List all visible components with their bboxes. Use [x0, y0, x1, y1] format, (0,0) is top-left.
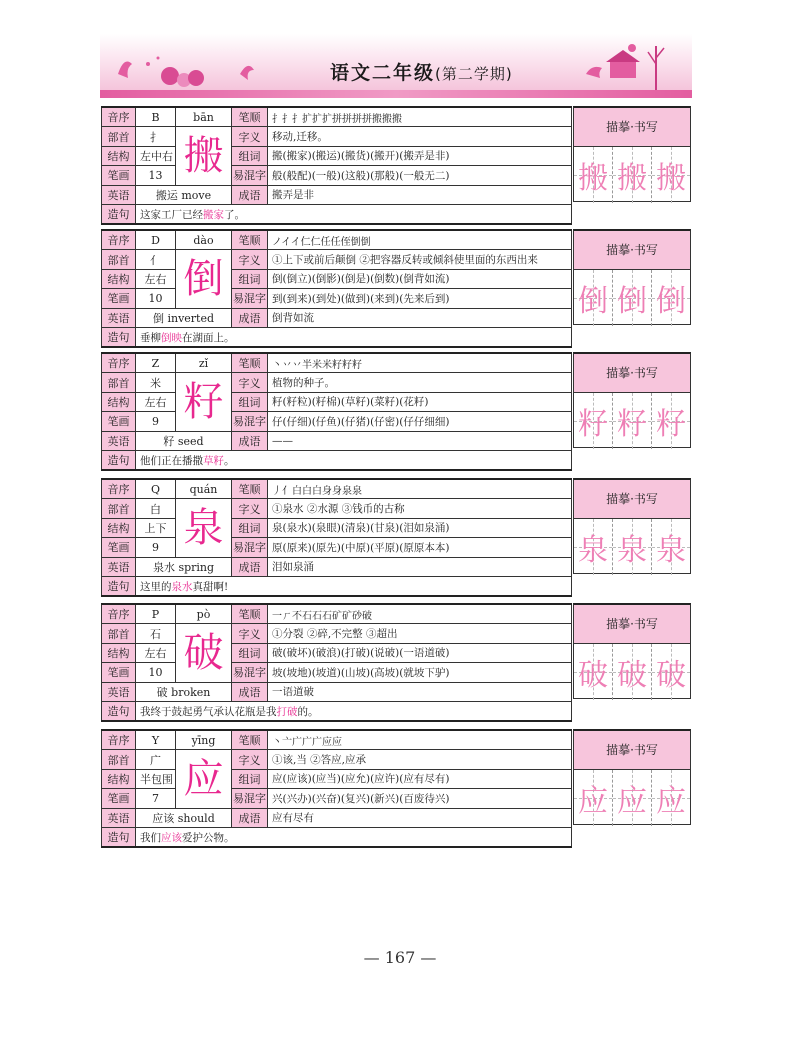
practice-box [573, 478, 691, 574]
label-confusable: 易混字 [232, 663, 268, 682]
label-radical: 部首 [102, 624, 136, 643]
pinyin-value: yīng [176, 730, 232, 750]
practice-cell[interactable] [574, 393, 613, 449]
label-meaning: 字义 [232, 373, 268, 392]
pinyin-value: quán [176, 479, 232, 499]
confusable-value: 般(般配)(一般)(这般)(那般)(一般无二) [268, 166, 572, 185]
sentence-value [136, 204, 572, 224]
words-value: 倒(倒立)(倒影)(倒是)(倒数)(倒背如流) [268, 269, 572, 288]
words-value: 泉(泉水)(泉眼)(清泉)(甘泉)(泪如泉涌) [268, 518, 572, 537]
label-english: 英语 [102, 808, 136, 827]
pinyin-value: pò [176, 604, 232, 624]
meaning-value: ①该,当 ②答应,应承 [268, 750, 572, 769]
practice-title: 描摹·书写 [574, 731, 690, 770]
radical-value: 白 [136, 499, 176, 518]
label-radical: 部首 [102, 373, 136, 392]
practice-cell[interactable] [613, 147, 652, 203]
words-value: 破(破坏)(破浪)(打破)(说破)(一语道破) [268, 643, 572, 662]
stroke-count-value: 9 [136, 538, 176, 557]
confusable-value: 原(原来)(原先)(中原)(平原)(原原本本) [268, 538, 572, 557]
label-radical: 部首 [102, 750, 136, 769]
practice-cell[interactable] [613, 393, 652, 449]
page-title: 语文二年级(第二学期) [330, 62, 513, 84]
practice-cell[interactable] [574, 770, 613, 826]
label-meaning: 字义 [232, 750, 268, 769]
label-sequence: 音序 [102, 730, 136, 750]
trace-character: 泉 [656, 533, 686, 568]
practice-box [573, 352, 691, 448]
trace-character: 应 [656, 784, 686, 819]
trace-character: 籽 [578, 407, 608, 442]
trace-character: 应 [578, 784, 608, 819]
sentence-post: 了。 [224, 208, 245, 221]
sentence-pre: 垂柳 [140, 331, 161, 344]
sentence-pre: 这里的 [140, 580, 172, 593]
label-sentence: 造句 [102, 204, 136, 224]
sentence-value [136, 576, 572, 596]
character-table [101, 106, 572, 225]
pinyin-value: bān [176, 107, 232, 127]
label-words: 组词 [232, 769, 268, 788]
label-sentence: 造句 [102, 576, 136, 596]
label-idiom: 成语 [232, 557, 268, 576]
label-sequence: 音序 [102, 353, 136, 373]
sentence-pre: 我终于鼓起勇气承认花瓶是我 [140, 705, 277, 718]
practice-grid [574, 270, 690, 326]
letter-value: D [136, 230, 176, 250]
character-card [101, 352, 691, 469]
practice-grid [574, 770, 690, 826]
label-words: 组词 [232, 643, 268, 662]
practice-cell[interactable] [574, 147, 613, 203]
character-card [101, 229, 691, 346]
label-idiom: 成语 [232, 308, 268, 327]
trace-character: 籽 [617, 407, 647, 442]
letter-value: Z [136, 353, 176, 373]
label-stroke-order: 笔顺 [232, 107, 268, 127]
label-idiom: 成语 [232, 185, 268, 204]
words-value: 籽(籽粒)(籽棉)(草籽)(菜籽)(花籽) [268, 392, 572, 411]
practice-box [573, 229, 691, 325]
practice-cell[interactable] [652, 147, 690, 203]
trace-character: 破 [578, 658, 608, 693]
label-structure: 结构 [102, 643, 136, 662]
structure-value: 左中右 [136, 146, 176, 165]
stroke-count-value: 10 [136, 289, 176, 308]
main-character: 籽 [176, 373, 232, 431]
character-table [101, 478, 572, 597]
label-confusable: 易混字 [232, 538, 268, 557]
sentence-highlight: 草籽 [203, 454, 224, 467]
practice-grid [574, 147, 690, 203]
trace-character: 破 [656, 658, 686, 693]
character-table [101, 229, 572, 348]
meaning-value: 移动,迁移。 [268, 127, 572, 146]
label-structure: 结构 [102, 392, 136, 411]
sentence-highlight: 应该 [161, 831, 182, 844]
label-confusable: 易混字 [232, 166, 268, 185]
label-confusable: 易混字 [232, 789, 268, 808]
pinyin-value: zǐ [176, 353, 232, 373]
structure-value: 上下 [136, 518, 176, 537]
practice-cell[interactable] [613, 270, 652, 326]
idiom-value: 泪如泉涌 [268, 557, 572, 576]
practice-cell[interactable] [652, 270, 690, 326]
structure-value: 左右 [136, 643, 176, 662]
label-sentence: 造句 [102, 327, 136, 347]
practice-cell[interactable] [652, 519, 690, 575]
practice-grid [574, 393, 690, 449]
sentence-value [136, 327, 572, 347]
label-english: 英语 [102, 308, 136, 327]
english-value: 搬运 move [136, 185, 232, 204]
letter-value: Q [136, 479, 176, 499]
radical-value: 米 [136, 373, 176, 392]
english-value: 倒 inverted [136, 308, 232, 327]
idiom-value: —— [268, 431, 572, 450]
trace-character: 应 [617, 784, 647, 819]
practice-cell[interactable] [652, 644, 690, 700]
label-meaning: 字义 [232, 250, 268, 269]
radical-value: 石 [136, 624, 176, 643]
label-words: 组词 [232, 269, 268, 288]
label-sentence: 造句 [102, 450, 136, 470]
label-structure: 结构 [102, 769, 136, 788]
trace-character: 倒 [578, 284, 608, 319]
label-english: 英语 [102, 431, 136, 450]
practice-cell[interactable] [574, 644, 613, 700]
practice-title: 描摹·书写 [574, 231, 690, 270]
confusable-value: 兴(兴办)(兴奋)(复兴)(新兴)(百废待兴) [268, 789, 572, 808]
label-radical: 部首 [102, 499, 136, 518]
sentence-post: 爱护公物。 [182, 831, 235, 844]
main-character: 破 [176, 624, 232, 682]
trace-character: 搬 [617, 161, 647, 196]
label-stroke-count: 笔画 [102, 663, 136, 682]
stroke-order-value: 丶丷丷半米米籽籽籽 [268, 353, 572, 373]
label-meaning: 字义 [232, 127, 268, 146]
label-stroke-order: 笔顺 [232, 730, 268, 750]
decoration-house-icon [572, 34, 692, 98]
label-stroke-order: 笔顺 [232, 604, 268, 624]
meaning-value: ①上下或前后颠倒 ②把容器反转或倾斜使里面的东西出来 [268, 250, 572, 269]
label-meaning: 字义 [232, 624, 268, 643]
trace-character: 倒 [617, 284, 647, 319]
sentence-post: 在湖面上。 [182, 331, 235, 344]
sentence-highlight: 泉水 [171, 580, 193, 593]
label-stroke-order: 笔顺 [232, 353, 268, 373]
trace-character: 搬 [578, 161, 608, 196]
radical-value: 扌 [136, 127, 176, 146]
label-words: 组词 [232, 392, 268, 411]
pinyin-value: dào [176, 230, 232, 250]
stroke-count-value: 7 [136, 789, 176, 808]
label-sentence: 造句 [102, 701, 136, 721]
sentence-pre: 他们正在播撒 [140, 454, 203, 467]
sentence-value [136, 701, 572, 721]
practice-cell[interactable] [574, 519, 613, 575]
meaning-value: 植物的种子。 [268, 373, 572, 392]
label-stroke-order: 笔顺 [232, 479, 268, 499]
label-english: 英语 [102, 682, 136, 701]
practice-title: 描摹·书写 [574, 108, 690, 147]
stroke-count-value: 13 [136, 166, 176, 185]
letter-value: B [136, 107, 176, 127]
label-idiom: 成语 [232, 682, 268, 701]
meaning-value: ①泉水 ②水源 ③钱币的古称 [268, 499, 572, 518]
label-radical: 部首 [102, 127, 136, 146]
stroke-order-value: ノイイ仁仁任任侄倒倒 [268, 230, 572, 250]
label-english: 英语 [102, 185, 136, 204]
label-confusable: 易混字 [232, 289, 268, 308]
practice-cell[interactable] [613, 644, 652, 700]
character-card [101, 106, 691, 223]
character-card [101, 603, 691, 720]
practice-box [573, 729, 691, 825]
label-words: 组词 [232, 146, 268, 165]
practice-title: 描摹·书写 [574, 480, 690, 519]
radical-value: 广 [136, 750, 176, 769]
stroke-order-value: 丿亻白白白身身泉泉 [268, 479, 572, 499]
character-table [101, 352, 572, 471]
english-value: 籽 seed [136, 431, 232, 450]
structure-value: 半包围 [136, 769, 176, 788]
structure-value: 左右 [136, 392, 176, 411]
label-sequence: 音序 [102, 479, 136, 499]
idiom-value: 应有尽有 [268, 808, 572, 827]
label-structure: 结构 [102, 518, 136, 537]
stroke-order-value: 丶亠广广广应应 [268, 730, 572, 750]
label-stroke-count: 笔画 [102, 538, 136, 557]
stroke-order-value: 一ㄏ不石石石矿矿砂破 [268, 604, 572, 624]
sentence-highlight: 搬家 [203, 208, 224, 221]
letter-value: Y [136, 730, 176, 750]
trace-character: 籽 [656, 407, 686, 442]
label-stroke-count: 笔画 [102, 789, 136, 808]
sentence-value [136, 827, 572, 847]
label-sequence: 音序 [102, 230, 136, 250]
label-radical: 部首 [102, 250, 136, 269]
label-english: 英语 [102, 557, 136, 576]
label-idiom: 成语 [232, 431, 268, 450]
sentence-post: 。 [224, 454, 235, 467]
practice-grid [574, 644, 690, 700]
letter-value: P [136, 604, 176, 624]
label-structure: 结构 [102, 269, 136, 288]
label-stroke-order: 笔顺 [232, 230, 268, 250]
label-sequence: 音序 [102, 107, 136, 127]
character-card [101, 729, 691, 846]
idiom-value: 搬弄是非 [268, 185, 572, 204]
sentence-post: 真甜啊! [192, 580, 229, 593]
practice-title: 描摹·书写 [574, 354, 690, 393]
practice-cell[interactable] [652, 770, 690, 826]
radical-value: 亻 [136, 250, 176, 269]
character-table [101, 729, 572, 848]
trace-character: 破 [617, 658, 647, 693]
main-character: 应 [176, 750, 232, 808]
label-meaning: 字义 [232, 499, 268, 518]
page-number: — 167 — [363, 948, 437, 967]
confusable-value: 坡(坡地)(坡道)(山坡)(高坡)(就坡下驴) [268, 663, 572, 682]
main-character: 倒 [176, 250, 232, 308]
stroke-order-value: 扌扌扌扩扩扩拼拼拼拼搬搬搬 [268, 107, 572, 127]
confusable-value: 到(到来)(到处)(做到)(来到)(先来后到) [268, 289, 572, 308]
trace-character: 倒 [656, 284, 686, 319]
sentence-highlight: 倒映 [161, 331, 182, 344]
main-character: 搬 [176, 127, 232, 185]
label-words: 组词 [232, 518, 268, 537]
page-subtitle: (第二学期) [435, 65, 513, 83]
character-table [101, 603, 572, 722]
structure-value: 左右 [136, 269, 176, 288]
label-structure: 结构 [102, 146, 136, 165]
label-confusable: 易混字 [232, 412, 268, 431]
label-stroke-count: 笔画 [102, 412, 136, 431]
confusable-value: 仔(仔细)(仔鱼)(仔猪)(仔密)(仔仔细细) [268, 412, 572, 431]
sentence-highlight: 打破 [276, 705, 298, 718]
sentence-post: 的。 [297, 705, 319, 718]
trace-character: 泉 [578, 533, 608, 568]
banner-bar [100, 90, 692, 98]
english-value: 应该 should [136, 808, 232, 827]
trace-character: 泉 [617, 533, 647, 568]
stroke-count-value: 9 [136, 412, 176, 431]
practice-cell[interactable] [574, 270, 613, 326]
practice-cell[interactable] [652, 393, 690, 449]
idiom-value: 倒背如流 [268, 308, 572, 327]
sentence-value [136, 450, 572, 470]
character-card [101, 478, 691, 595]
label-sentence: 造句 [102, 827, 136, 847]
idiom-value: 一语道破 [268, 682, 572, 701]
practice-title: 描摹·书写 [574, 605, 690, 644]
trace-character: 搬 [656, 161, 686, 196]
english-value: 泉水 spring [136, 557, 232, 576]
label-stroke-count: 笔画 [102, 166, 136, 185]
label-sequence: 音序 [102, 604, 136, 624]
practice-box [573, 106, 691, 202]
practice-cell[interactable] [613, 770, 652, 826]
sentence-pre: 我们 [140, 831, 161, 844]
practice-grid [574, 519, 690, 575]
english-value: 破 broken [136, 682, 232, 701]
words-value: 应(应该)(应当)(应允)(应许)(应有尽有) [268, 769, 572, 788]
main-character: 泉 [176, 499, 232, 557]
header-banner [100, 34, 692, 98]
sentence-pre: 这家工厂已经 [140, 208, 203, 221]
label-stroke-count: 笔画 [102, 289, 136, 308]
label-idiom: 成语 [232, 808, 268, 827]
meaning-value: ①分裂 ②碎,不完整 ③超出 [268, 624, 572, 643]
practice-cell[interactable] [613, 519, 652, 575]
practice-box [573, 603, 691, 699]
stroke-count-value: 10 [136, 663, 176, 682]
decoration-left-icon [100, 34, 260, 98]
words-value: 搬(搬家)(搬运)(搬货)(搬开)(搬弄是非) [268, 146, 572, 165]
